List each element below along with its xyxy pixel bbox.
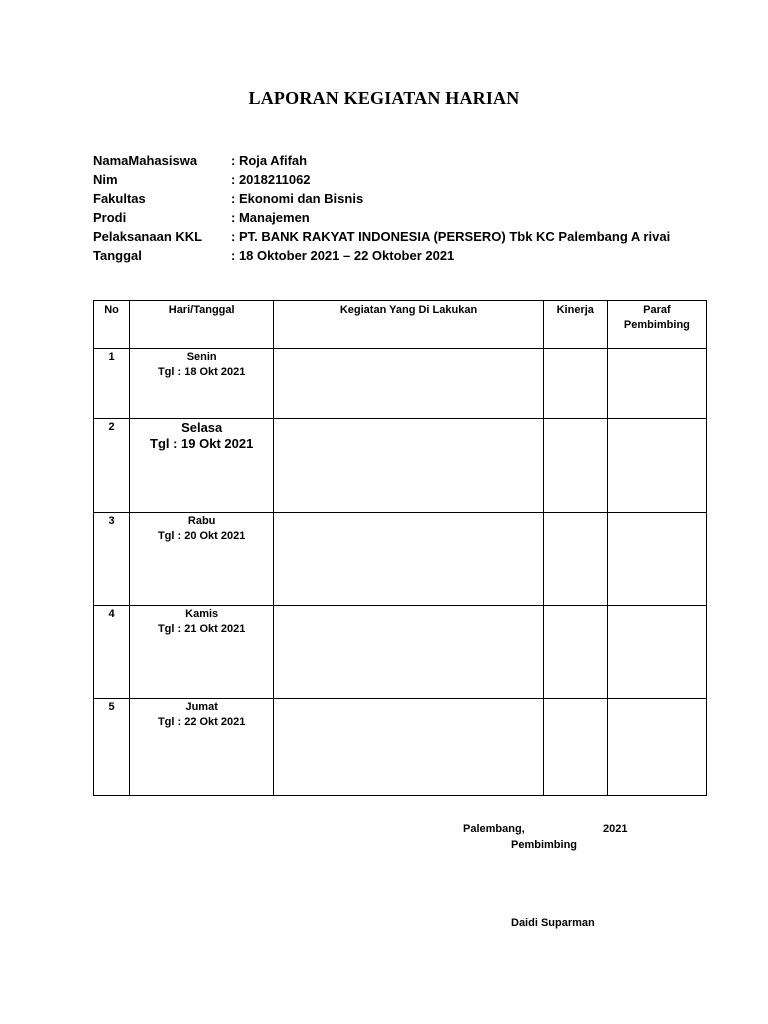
info-label: Tanggal [93,248,142,263]
info-label: Pelaksanaan KKL [93,229,203,244]
day-name: Rabu [187,515,216,527]
cell-kinerja[interactable] [543,349,607,419]
day-date: Tgl : 19 Okt 2021 [150,436,254,451]
activity-log-table [93,300,707,796]
header-kinerja: Kinerja [543,301,607,349]
cell-kinerja[interactable] [543,606,607,699]
info-row-name [93,151,670,170]
info-label: Nim [93,172,118,187]
info-value: : 2018211062 [231,172,311,187]
info-row-date [93,246,670,265]
cell-no: 5 [94,699,130,796]
cell-paraf[interactable] [607,513,706,606]
cell-kinerja[interactable] [543,419,607,513]
info-row-kkl [93,227,670,246]
table-row [94,699,707,796]
table-header-row [94,301,707,349]
day-date: Tgl : 18 Okt 2021 [157,366,246,378]
cell-paraf[interactable] [607,419,706,513]
day-date: Tgl : 22 Okt 2021 [157,716,246,728]
info-value: : Roja Afifah [231,153,308,168]
day-date: Tgl : 21 Okt 2021 [157,623,246,635]
cell-activity[interactable] [274,349,543,419]
cell-day [130,513,274,606]
cell-paraf[interactable] [607,699,706,796]
day-name: Selasa [181,420,223,435]
info-row-nim [93,170,670,189]
header-paraf: Paraf Pembimbing [607,301,706,349]
cell-kinerja[interactable] [543,699,607,796]
cell-kinerja[interactable] [543,513,607,606]
signature-year: 2021 [603,823,628,835]
cell-no: 3 [94,513,130,606]
day-name: Kamis [185,608,219,620]
header-no: No [94,301,130,349]
header-activity: Kegiatan Yang Di Lakukan [274,301,543,349]
student-info [93,151,670,265]
info-row-faculty [93,189,670,208]
info-value: : Manajemen [231,210,310,225]
table-row [94,419,707,513]
cell-activity[interactable] [274,606,543,699]
info-label: NamaMahasiswa [93,153,198,168]
cell-activity[interactable] [274,419,543,513]
table-row [94,513,707,606]
cell-activity[interactable] [274,699,543,796]
cell-paraf[interactable] [607,606,706,699]
signature-role: Pembimbing [511,839,578,851]
cell-day [130,606,274,699]
info-label: Fakultas [93,191,146,206]
table-row [94,606,707,699]
info-value: : PT. BANK RAKYAT INDONESIA (PERSERO) Tbk KC Palembang A rivai [231,229,671,244]
page-title: LAPORAN KEGIATAN HARIAN [248,88,520,108]
cell-no: 2 [94,419,130,513]
cell-day [130,699,274,796]
info-label: Prodi [93,210,127,225]
table-row [94,349,707,419]
info-row-prodi [93,208,670,227]
day-name: Jumat [185,701,218,713]
cell-no: 4 [94,606,130,699]
info-value: : Ekonomi dan Bisnis [231,191,364,206]
day-name: Senin [186,351,217,363]
day-date: Tgl : 20 Okt 2021 [157,530,246,542]
signature-place: Palembang, [463,823,525,835]
cell-activity[interactable] [274,513,543,606]
cell-day [130,419,274,513]
cell-paraf[interactable] [607,349,706,419]
info-value: : 18 Oktober 2021 – 22 Oktober 2021 [231,248,455,263]
cell-no: 1 [94,349,130,419]
cell-day [130,349,274,419]
signature-name: Daidi Suparman [511,917,595,929]
header-day: Hari/Tanggal [130,301,274,349]
